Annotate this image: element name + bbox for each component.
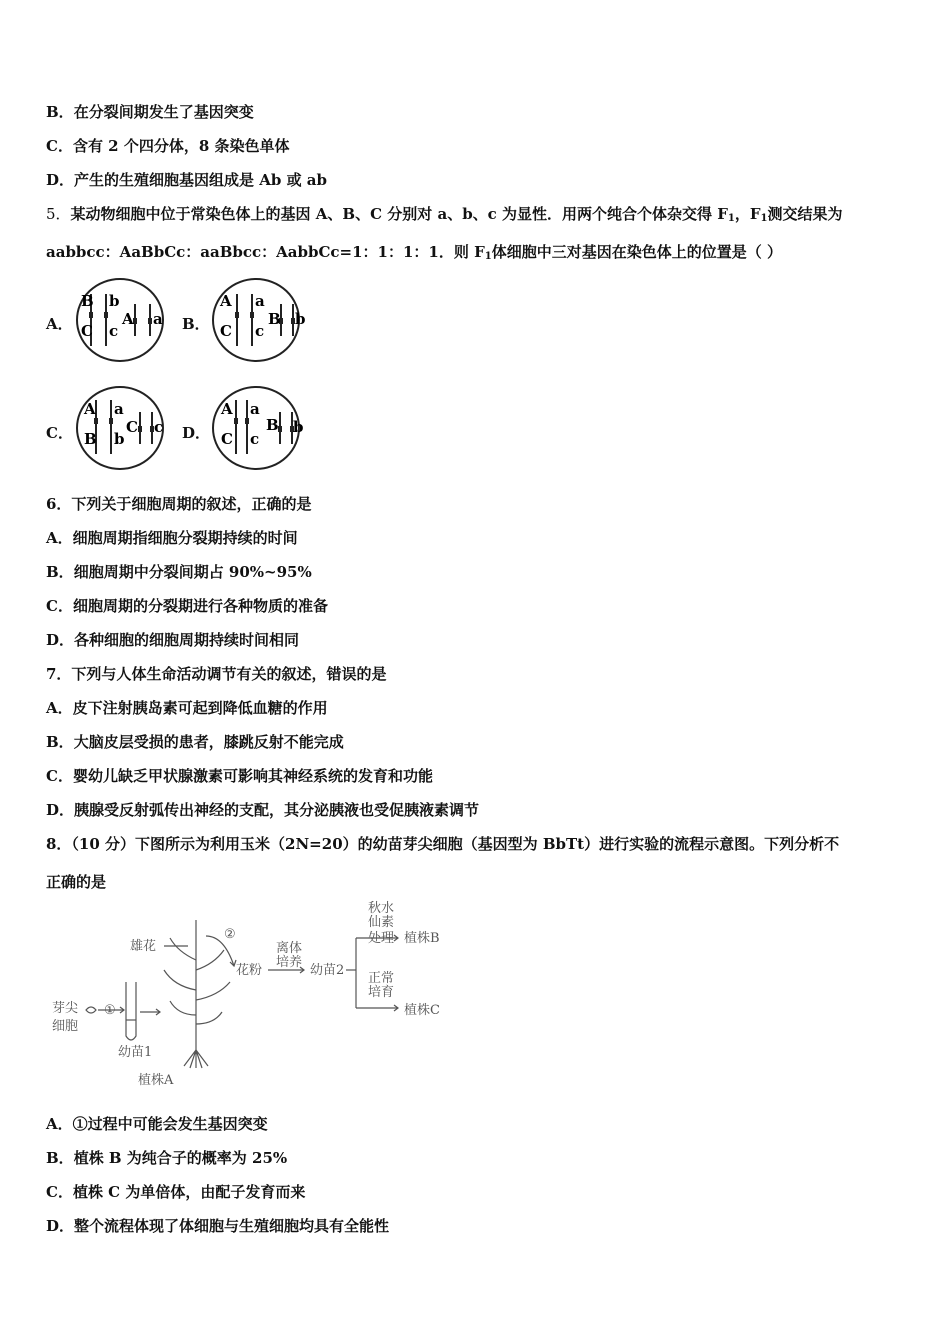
plantC-label: 植株C (404, 1003, 440, 1018)
q7-option-d: D．胰腺受反射弧传出神经的支配，其分泌胰液也受促胰液素调节 (46, 801, 480, 819)
gene-label: a (255, 292, 265, 310)
gene-label: A (221, 400, 233, 418)
step2-label: ② (224, 927, 236, 942)
q8-option-a: A．①过程中可能会发生基因突变 (46, 1115, 268, 1133)
gene-label: b (295, 310, 306, 328)
q7-option-c: C．婴幼儿缺乏甲状腺激素可影响其神经系统的发育和功能 (46, 767, 433, 785)
colchicine-label: 秋水仙素处理 (368, 901, 395, 946)
q5-option-a-label: A． (46, 315, 73, 333)
q6-stem: 6．下列关于细胞周期的叙述，正确的是 (46, 495, 312, 513)
pollen-label: 花粉 (236, 963, 263, 978)
cell-diagram-a (74, 276, 166, 364)
q8-flow-diagram (46, 900, 456, 1095)
seedling1-label: 幼苗1 (118, 1045, 153, 1060)
normal-culture-label: 正常培育 (368, 971, 395, 1000)
q6-option-b: B．细胞周期中分裂间期占 90%~95% (46, 563, 312, 581)
q8-stem-line1: 8．（10 分）下图所示为利用玉米（2N=20）的幼苗芽尖细胞（基因型为 BbTt）进行实验的流程示意图。下列分析不 (46, 835, 840, 853)
gene-label: A (122, 310, 134, 328)
q5-option-b-label: B． (182, 315, 210, 333)
male-flower-label: 雄花 (130, 939, 157, 954)
cell-diagram-b (210, 276, 306, 364)
q5-stem-line2: aabbcc：AaBbCc：aaBbcc：AabbCc=1：1：1：1．则 $F_1$体细胞中三对基因在染色体上的位置是（ ） (46, 243, 782, 262)
gene-label: B (84, 430, 97, 448)
gene-label: B (81, 292, 94, 310)
gene-label: C (81, 322, 93, 340)
seedling2-label: 幼苗2 (310, 963, 345, 978)
gene-label: c (250, 430, 260, 448)
q7-option-b: B．大脑皮层受损的患者，膝跳反射不能完成 (46, 733, 344, 751)
gene-label: B (266, 416, 279, 434)
gene-label: C (220, 322, 232, 340)
plantA-label: 植株A (138, 1073, 174, 1088)
culture-label: 离体培养 (276, 941, 303, 970)
q6-option-c: C．细胞周期的分裂期进行各种物质的准备 (46, 597, 328, 615)
gene-label: c (154, 418, 164, 436)
step1-label: ① (104, 1003, 116, 1018)
plantB-label: 植株B (404, 931, 440, 946)
cell-diagram-d (210, 384, 302, 472)
gene-label: b (293, 418, 304, 436)
gene-label: C (126, 418, 138, 436)
gene-label: a (250, 400, 260, 418)
q4-option-b: B．在分裂间期发生了基因突变 (46, 103, 254, 121)
q8-option-b: B．植株 B 为纯合子的概率为 25% (46, 1149, 288, 1167)
q4-option-c: C．含有 2 个四分体，8 条染色单体 (46, 137, 290, 155)
q4-option-d: D．产生的生殖细胞基因组成是 Ab 或 ab (46, 171, 328, 189)
gene-label: c (109, 322, 119, 340)
q5-stem-line1: 5．某动物细胞中位于常染色体上的基因 A、B、C 分别对 a、b、c 为显性．用两个纯合个体杂交得 $F_1$，$F_1$测交结果为 (46, 205, 843, 224)
q8-option-c: C．植株 C 为单倍体，由配子发育而来 (46, 1183, 306, 1201)
q6-option-a: A．细胞周期指细胞分裂期持续的时间 (46, 529, 298, 547)
gene-label: a (114, 400, 124, 418)
cell-diagram-c (74, 384, 166, 472)
q5-option-c-label: C． (46, 424, 73, 442)
gene-label: B (268, 310, 281, 328)
q8-stem-line2: 正确的是 (46, 873, 107, 891)
gene-label: c (255, 322, 265, 340)
gene-label: a (153, 310, 163, 328)
q8-option-d: D．整个流程体现了体细胞与生殖细胞均具有全能性 (46, 1217, 390, 1235)
gene-label: C (221, 430, 233, 448)
q5-option-d-label: D． (182, 424, 211, 442)
gene-label: b (109, 292, 120, 310)
gene-label: A (84, 400, 96, 418)
gene-label: b (114, 430, 125, 448)
q7-option-a: A．皮下注射胰岛素可起到降低血糖的作用 (46, 699, 328, 717)
bud-cell-label: 芽尖细胞 (52, 1001, 79, 1034)
q6-option-d: D．各种细胞的细胞周期持续时间相同 (46, 631, 300, 649)
gene-label: A (220, 292, 232, 310)
q7-stem: 7．下列与人体生命活动调节有关的叙述，错误的是 (46, 665, 387, 683)
